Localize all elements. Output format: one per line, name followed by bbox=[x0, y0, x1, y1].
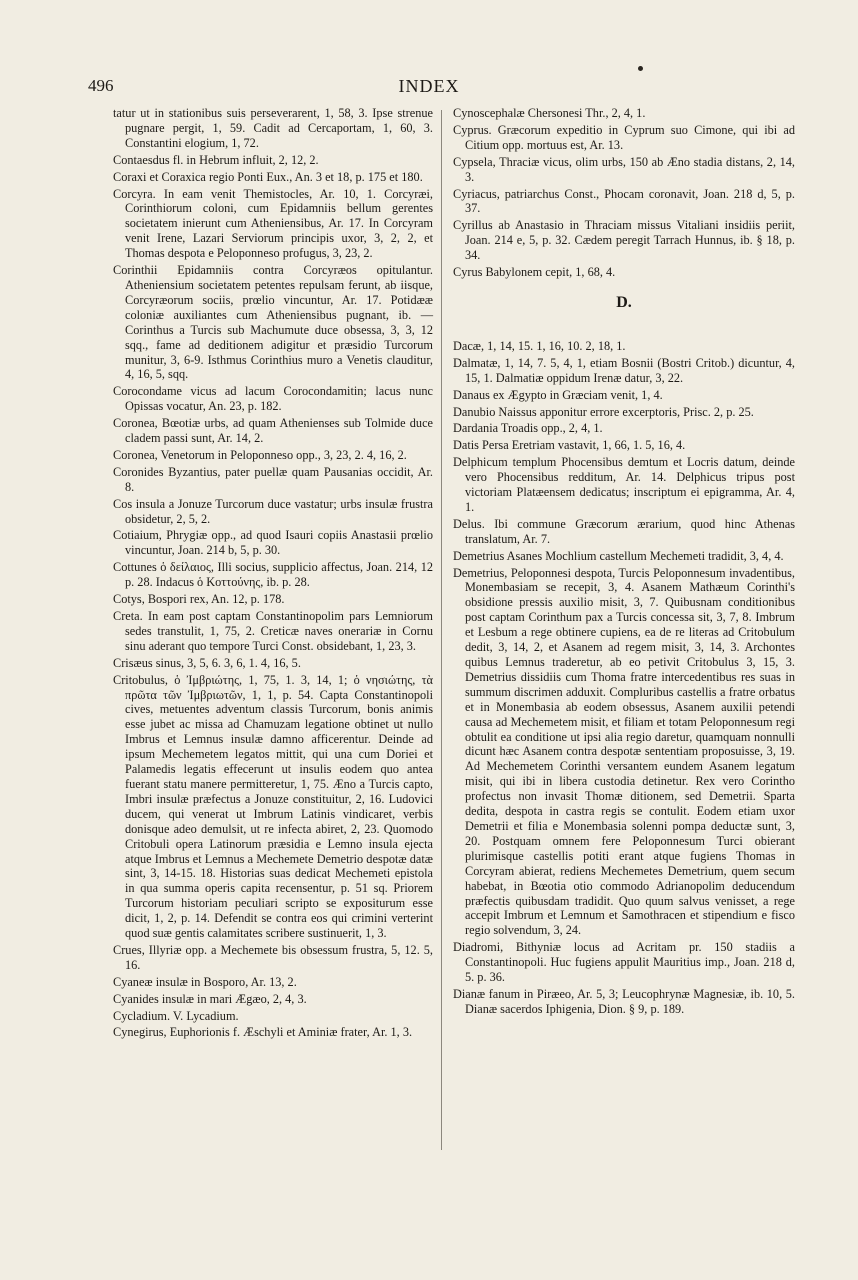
page-header bbox=[0, 0, 858, 100]
index-entry: Cynoscephalæ Chersonesi Thr., 2, 4, 1. bbox=[453, 106, 646, 120]
index-entry: Crues, Illyriæ opp. a Mechemete bis obsessum frustra, 5, 12. 5, 16. bbox=[113, 942, 433, 972]
index-entry: tatur ut in stationibus suis perseverarent, 1, 58, 3. Ipse strenue pugnare pergit, 1, 59. Cadit ad Cercaportam, 1, 60, 3. Constantini elogium, 1, 72. bbox=[113, 106, 433, 150]
printer-mark bbox=[638, 66, 643, 71]
index-entry: Cos insula a Jonuze Turcorum duce vastatur; urbs insulæ frustra obsidetur, 2, 5, 2. bbox=[113, 496, 433, 526]
index-entry: Cyanides insulæ in mari Ægæo, 2, 4, 3. bbox=[113, 991, 307, 1006]
index-entry: Dacæ, 1, 14, 15. 1, 16, 10. 2, 18, 1. bbox=[453, 338, 626, 353]
index-entry: Coronea, Venetorum in Peloponneso opp., 3, 23, 2. 4, 16, 2. bbox=[113, 447, 407, 462]
index-entry: Dalmatæ, 1, 14, 7. 5, 4, 1, etiam Bosnii (Bostri Critob.) dicuntur, 4, 15, 1. Dalmatiæ oppidum Irenæ datur, 3, 22. bbox=[453, 355, 795, 385]
index-entry: Crisæus sinus, 3, 5, 6. 3, 6, 1. 4, 16, 5. bbox=[113, 655, 301, 670]
index-entry: Corocondame vicus ad lacum Corocondamitin; lacus nunc Opissas vocatur, An. 23, p. 182. bbox=[113, 384, 433, 414]
index-entry: Cotys, Bospori rex, An. 12, p. 178. bbox=[113, 592, 285, 607]
index-entry: Cottunes ὁ δείλαιος, Illi socius, supplicio affectus, Joan. 214, 12 p. 28. Indacus ὁ Κοττούνης, ib. p. 28. bbox=[113, 560, 433, 590]
index-entry: Cyprus. Græcorum expeditio in Cyprum suo Cimone, qui ibi ad Citium opp. mortuus est, Ar. 13. bbox=[453, 122, 795, 152]
index-entry: Coraxi et Coraxica regio Ponti Eux., An. 3 et 18, p. 175 et 180. bbox=[113, 169, 423, 184]
index-entry: Dianæ fanum in Piræeo, Ar. 5, 3; Leucophrynæ Magnesiæ, ib. 10, 5. Dianæ sacerdos Iphigenia, Dion. § 9, p. 189. bbox=[453, 986, 795, 1016]
index-entry: Diadromi, Bithyniæ locus ad Acritam pr. 150 stadiis a Constantinopoli. Huc fugiens appulit Mauritius imp., Joan. 218 d, 5. p. 36. bbox=[453, 940, 795, 985]
index-entry: Demetrius, Peloponnesi despota, Turcis Peloponnesum invadentibus, Monembasiam se recepit, 3, 4. Asanem Mathæum Corinthi's obsidione pressis auxilio misit, 3, 7. Quibusnam conditionibus post captam Corinthum pax a Turcis concessa sit, 3, 7, 8. Imbrum et Lesbum a rege obtinere cupiens, ea de re literas ad Critobulum dedit, 3, 14, 2, et Asanem ad regem misit, 3, 14, 3. Archontes quibus Lemnus traderetur, ab eo petivit Critobulus 3, 15, 3. Demetrius dissidiis cum Thoma fratre intercedentibus res suas in summum discrimen adduxit. Compluribus castellis a fratre orbatus et in Monembasia ab eodem obsessus, Asanem auxilii petendi causa ad Mechemetem misit, et filiam et totam Peloponnesum regi obtulit ea conditione ut ipsi alia regio daretur, quamquam nonnulli dicunt hæc Asanem contra despotæ sententiam proposuisse, 3, 19. Ad Mechemetem Corinthi versantem eundem Asanem legatum misit, qui ibi in libera custodia detinetur. Rex vero Corintho profectus non invasit Thomæ ditionem, sed Demetrii. Sparta dedita, despota in castra regis se contulit. Eodem etiam uxor Demetrii et filia e Monembasia solenni pompa deductæ sunt, 3, 20. Postquam omnem fere Peloponnesum Turci obierant plurimisque castellis potiti erant atque fugiens Thomas in Corcyram abierat, rediens Mechemetes Demetrium, quem secum habebat, in Bœotia otio commodo Adrianopolim deducendum præfectis quibusdam tradidit. Quo quum salvus venisset, a rege accepit Imbrum et Lemnum et Samothracen et stipendium e fisco regio solvendum, 3, 24. bbox=[453, 565, 795, 938]
column-divider bbox=[441, 110, 442, 1150]
index-entry: Corcyra. In eam venit Themistocles, Ar. 10, 1. Corcyræi, Corinthiorum coloni, cum Epidamniis bellum gerentes societatem inierunt cum Atheniensibus, Ar. 17. In Corcyram venit Irene, Lazari Serviorum principis uxor, 3, 2, 2, et Thomas despota e Peloponneso profugus, 3, 23, 2. bbox=[113, 186, 433, 261]
index-entry: Coronea, Bœotiæ urbs, ad quam Athenienses sub Tolmide duce cladem passi sunt, Ar. 14, 2. bbox=[113, 416, 433, 446]
index-entry: Danubio Naissus apponitur errore excerptoris, Prisc. 2, p. 25. bbox=[453, 404, 754, 419]
index-entry: Datis Persa Eretriam vastavit, 1, 66, 1. 5, 16, 4. bbox=[453, 438, 686, 453]
right-column bbox=[453, 106, 795, 1019]
index-entry: Creta. In eam post captam Constantinopolim pars Lemniorum sedes transtulit, 1, 75, 2. Creticæ naves onerariæ in Cornu sinu aderant quo tempore Turci Const. obsidebant, 1, 23, 3. bbox=[113, 609, 433, 653]
running-title: INDEX bbox=[398, 76, 460, 96]
index-entry: Danaus ex Ægypto in Græciam venit, 1, 4. bbox=[453, 387, 663, 402]
index-entry: Coronides Byzantius, pater puellæ quam Pausanias occidit, Ar. 8. bbox=[113, 464, 433, 494]
index-entry: Corinthii Epidamniis contra Corcyræos opitulantur. Atheniensium societatem petentes repulsam ferunt, ab iisque, Corcyræorum sociis, prœlio vincuntur, Ar. 17. Potidææ coloniæ auxiliantes cum Atheniensibus pugnant, ib. — Corinthus a Turcis sub Machumute duce obsessa, 3, 3, 12 sqq., fame ad deditionem adigitur et præsidio Turcorum munitur, 3, 6-9. Isthmus Corinthius muro a Venetis clauditur, 4, 16, 5, sqq. bbox=[113, 263, 433, 382]
index-entry: Cypsela, Thraciæ vicus, olim urbs, 150 ab Æno stadia distans, 2, 14, 3. bbox=[453, 154, 795, 184]
page-number: 496 bbox=[88, 76, 114, 95]
index-entry: Cyrus Babylonem cepit, 1, 68, 4. bbox=[453, 265, 616, 280]
index-entry: Critobulus, ὁ Ἰμβριώτης, 1, 75, 1. 3, 14, 1; ὁ νησιώτης, τὰ πρῶτα τῶν Ἰμβριωτῶν, 1, 1, p. 54. Capta Constantinopoli cives, metuentes adventum classis Turcorum, bonis animis esse jubet ac missa ad Chamuzam legatione obtinet ut nullo Imbrus et Lemnus insulæ damno afficerentur. Deinde ad ipsum Mechemetem legatos mittit, qui una cum Doriei et Palamedis legatis effecerunt ut insulis eodem quo antea fuerant statu manere permitteretur, 1, 75. Æno a Turcis capto, Imbri insulæ præfectus a Jonuze constituitur, 2, 16. Ludovici ducem, qui venerat ut Imbrum Latinis vindicaret, verbis donisque adeo demulsit, ut re infecta abiret, 2, 23. Quomodo Critobuli opera Latinorum præsidia e Lemno insula ejecta atque Imbrus et Lemnus a Mechemete Demetrio despotæ datæ sint, 3, 14-15. 18. Historias suas dedicat Mechemeti epistola in qua summa operis capita recensentur, p. 51 sq. Priorem Turcorum historiam peculiari scripto se expositurum esse dicit, 1, 2, p. 14. Defendit se contra eos qui crimini verterint quod suæ gentis calamitates scribere sustinuerit, 1, 3. bbox=[113, 672, 433, 941]
index-entry: Cotiaium, Phrygiæ opp., ad quod Isauri copiis Anastasii prœlio vincuntur, Joan. 214 b, 5, p. 30. bbox=[113, 528, 433, 558]
index-entry: Cynegirus, Euphorionis f. Æschyli et Aminiæ frater, Ar. 1, 3. bbox=[113, 1025, 413, 1040]
index-entry: Cyaneæ insulæ in Bosporo, Ar. 13, 2. bbox=[113, 974, 297, 989]
index-entry: Contaesdus fl. in Hebrum influit, 2, 12, 2. bbox=[113, 152, 319, 167]
index-entry: Cyrillus ab Anastasio in Thraciam missus Vitaliani insidiis periit, Joan. 214 e, 5, p. 32. Cædem peregit Tarrach Hunnus, ib. § 18, p. 34. bbox=[453, 218, 795, 263]
index-entry: Delus. Ibi commune Græcorum ærarium, quod hinc Athenas translatum, Ar. 7. bbox=[453, 516, 795, 546]
index-entry: Delphicum templum Phocensibus demtum et Locris datum, deinde vero Phocensibus redditum, Ar. 14. Delphicus tripus post victoriam Platæensem dedicatus; inscriptum ei epigramma, Ar. 4, 1. bbox=[453, 455, 795, 514]
index-entry: Cycladium. V. Lycadium. bbox=[113, 1008, 239, 1023]
section-letter-heading: D. bbox=[616, 293, 632, 311]
left-column bbox=[113, 106, 433, 1042]
index-entry: Demetrius Asanes Mochlium castellum Mechemeti tradidit, 3, 4, 4. bbox=[453, 548, 784, 563]
index-entry: Cyriacus, patriarchus Const., Phocam coronavit, Joan. 218 d, 5, p. 37. bbox=[453, 186, 795, 216]
index-entry: Dardania Troadis opp., 2, 4, 1. bbox=[453, 421, 603, 436]
